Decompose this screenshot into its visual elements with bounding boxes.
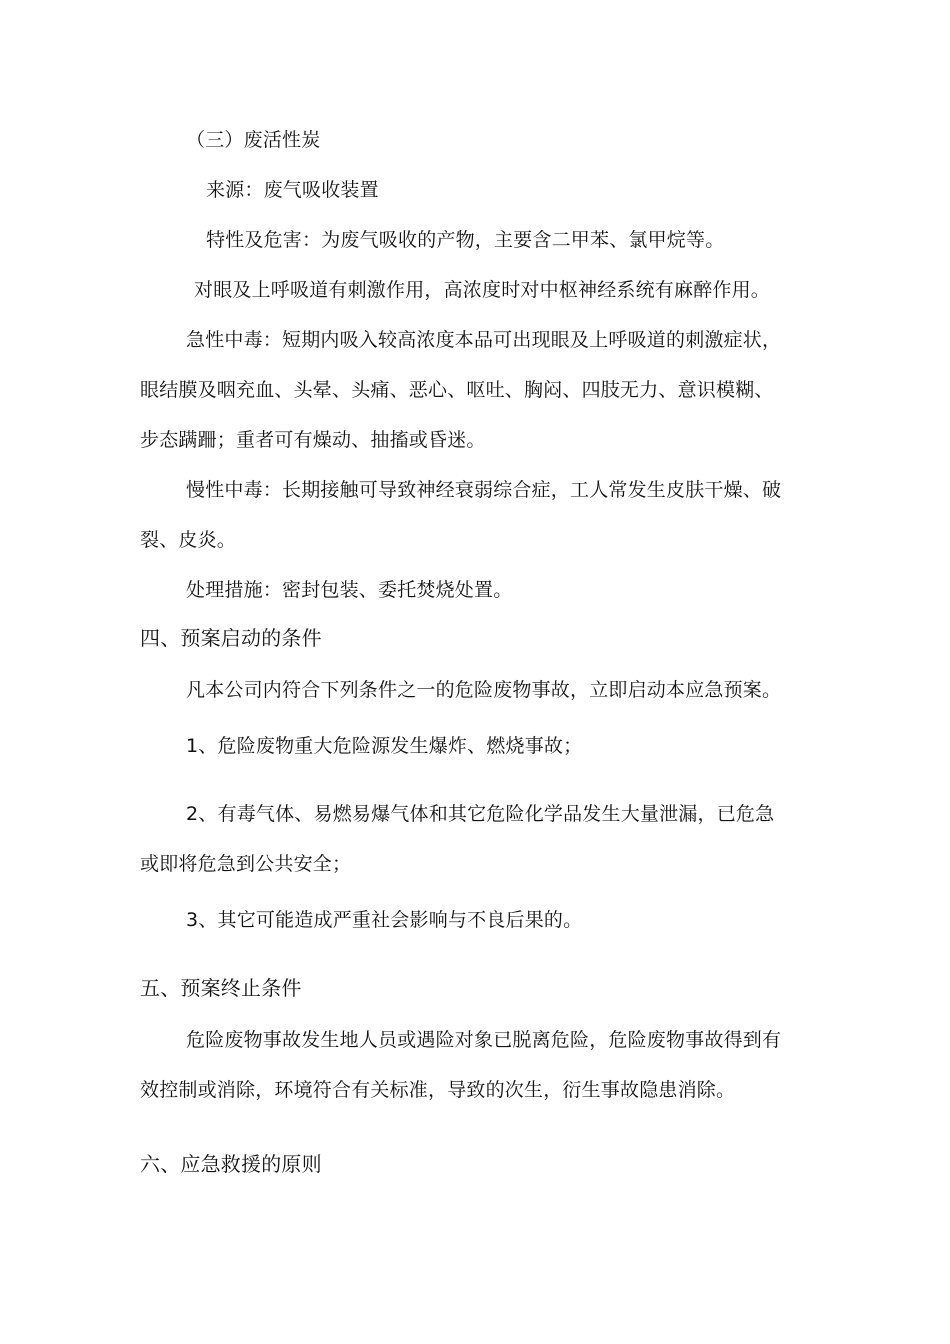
source-line: 来源：废气吸收装置	[206, 179, 379, 201]
section-5-heading: 五、预案终止条件	[140, 976, 302, 1000]
hazard-line: 特性及危害：为废气吸收的产物，主要含二甲苯、氯甲烷等。	[206, 229, 725, 251]
section-5-line-2: 效控制或消除，环境符合有关标准，导致的次生，衍生事故隐患消除。	[140, 1079, 736, 1101]
section-4-heading: 四、预案启动的条件	[140, 626, 322, 650]
section-4-item-1: 1、危险废物重大危险源发生爆炸、燃烧事故；	[186, 735, 583, 757]
section-4-item-2-line-1: 2、有毒气体、易燃易爆气体和其它危险化学品发生大量泄漏，已危急	[186, 803, 775, 825]
section-4-item-3: 3、其它可能造成严重社会影响与不良后果的。	[186, 909, 583, 931]
chronic-poisoning-line-1: 慢性中毒：长期接触可导致神经衰弱综合症，工人常发生皮肤干燥、破	[186, 479, 782, 501]
section-4-item-2-line-2: 或即将危急到公共安全；	[140, 853, 352, 875]
chronic-poisoning-line-2: 裂、皮炎。	[140, 529, 237, 551]
acute-poisoning-line-2: 眼结膜及咽充血、头晕、头痛、恶心、呕吐、胸闷、四肢无力、意识模糊、	[140, 379, 774, 401]
treatment-line: 处理措施：密封包装、委托焚烧处置。	[186, 579, 513, 601]
acute-poisoning-line-1: 急性中毒：短期内吸入较高浓度本品可出现眼及上呼吸道的刺激症状，	[186, 329, 782, 351]
irritation-line: 对眼及上呼吸道有刺激作用，高浓度时对中枢神经系统有麻醉作用。	[194, 279, 771, 301]
acute-poisoning-line-3: 步态蹒跚；重者可有燥动、抽搐或昏迷。	[140, 429, 486, 451]
section-6-heading: 六、应急救援的原则	[140, 1152, 322, 1176]
section-5-line-1: 危险废物事故发生地人员或遇险对象已脱离危险，危险废物事故得到有	[186, 1029, 782, 1051]
sub-heading-waste-activated-carbon: （三）废活性炭	[186, 129, 321, 151]
section-4-intro: 凡本公司内符合下列条件之一的危险废物事故，立即启动本应急预案。	[186, 679, 782, 701]
